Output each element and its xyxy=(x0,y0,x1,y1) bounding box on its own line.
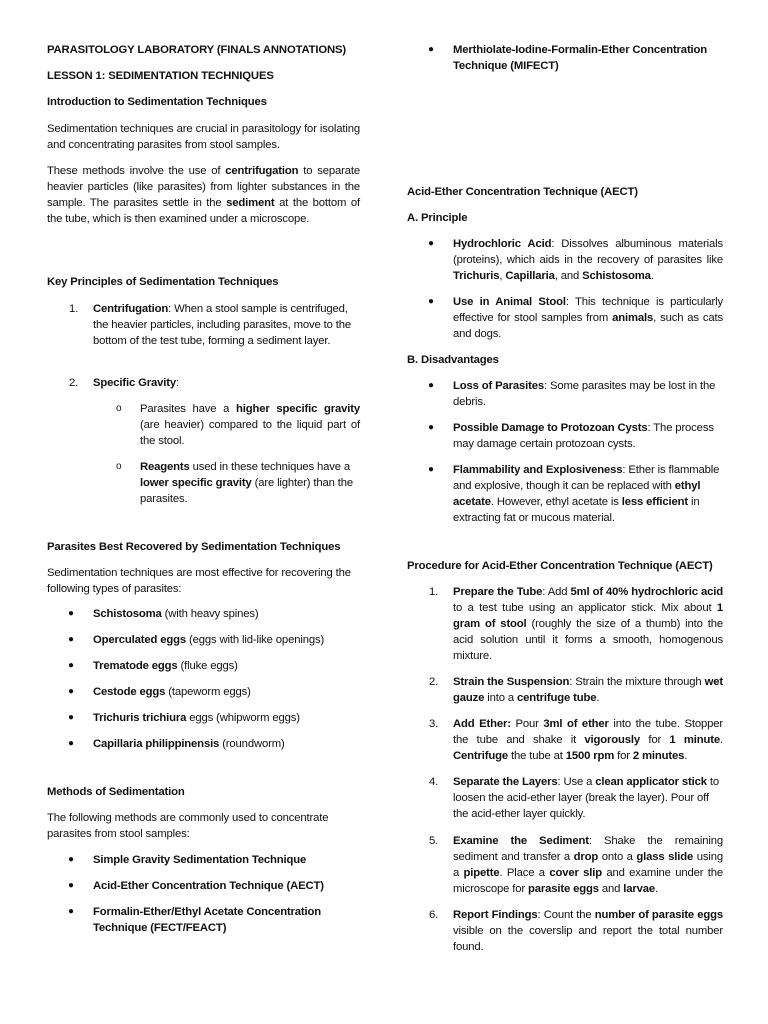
method-list-item xyxy=(47,904,360,936)
item-text: Trematode eggs (fluke eggs) xyxy=(93,660,238,672)
item-text: Cestode eggs (tapeworm eggs) xyxy=(93,686,251,698)
item-text: Capillaria philippinensis (roundworm) xyxy=(93,738,285,750)
bullet-marker: ● xyxy=(68,738,74,749)
bullet-marker: ● xyxy=(428,296,434,307)
sub-bullet-marker: o xyxy=(116,403,122,414)
parasite-list-item xyxy=(47,606,360,622)
intro-heading: Introduction to Sedimentation Techniques xyxy=(47,96,267,108)
item-text: Formalin-Ether/Ethyl Acetate Concentration Technique (FECT/FEACT) xyxy=(93,906,322,934)
step-number: 2. xyxy=(429,676,439,688)
procedure-step xyxy=(407,716,723,764)
specific-gravity-sub-item xyxy=(47,459,360,507)
methods-intro: The following methods are commonly used to concentrate parasites from stool samples: xyxy=(47,812,329,840)
item-text: Flammability and Explosiveness: Ether is flammable and explosive, though it can be replaced with ethyl acetate. However, ethyl acetate is less efficient in extracting fat or mucous material. xyxy=(453,464,720,524)
bullet-marker: ● xyxy=(68,686,74,697)
parasite-list-item xyxy=(47,736,360,752)
step-number: 5. xyxy=(429,835,439,847)
sub-item-text: Parasites have a higher specific gravity (are heavier) compared to the liquid part of the stool. xyxy=(140,403,360,447)
parasite-list-item xyxy=(47,632,360,648)
step-text: Report Findings: Count the number of parasite eggs visible on the coverslip and report the total number found. xyxy=(453,909,724,953)
sub-bullet-marker: o xyxy=(116,461,122,472)
intro-paragraph-2: These methods involve the use of centrifugation to separate heavier particles (like parasites) from lighter substances in the sample. The parasites settle in the sediment at the bottom of the tube, which is then examined under a microscope. xyxy=(47,165,360,225)
bullet-marker: ● xyxy=(428,44,434,55)
step-text: Strain the Suspension: Strain the mixture through wet gauze into a centrifuge tube. xyxy=(453,676,723,704)
bullet-marker: ● xyxy=(68,634,74,645)
item-text: Centrifugation: When a stool sample is centrifuged, the heavier particles, including parasites, move to the bottom of the test tube, forming a sediment layer. xyxy=(93,303,351,347)
item-text: Acid-Ether Concentration Technique (AECT) xyxy=(93,880,324,892)
disadvantages-heading: B. Disadvantages xyxy=(407,354,499,366)
item-text: Merthiolate-Iodine-Formalin-Ether Concentration Technique (MIFECT) xyxy=(453,44,708,72)
recovered-heading: Parasites Best Recovered by Sedimentation Techniques xyxy=(47,541,341,553)
procedure-step xyxy=(407,907,723,955)
step-number: 3. xyxy=(429,718,439,730)
procedure-step xyxy=(407,833,723,897)
procedure-step xyxy=(407,674,723,706)
principle-heading: A. Principle xyxy=(407,212,468,224)
aect-heading: Acid-Ether Concentration Technique (AECT) xyxy=(407,186,638,198)
item-text: Specific Gravity: xyxy=(93,377,179,389)
bullet-marker: ● xyxy=(68,854,74,865)
step-number: 6. xyxy=(429,909,439,921)
parasite-list-item xyxy=(47,710,360,726)
step-text: Add Ether: Pour 3ml of ether into the tube. Stopper the tube and shake it vigorously for 1 minute. Centrifuge the tube at 1500 rpm for 2 minutes. xyxy=(453,718,723,762)
bullet-marker: ● xyxy=(68,712,74,723)
key-principle-item xyxy=(47,301,360,365)
key-principles-heading: Key Principles of Sedimentation Techniques xyxy=(47,276,279,288)
step-number: 1. xyxy=(429,586,439,598)
item-text: Schistosoma (with heavy spines) xyxy=(93,608,259,620)
bullet-marker: ● xyxy=(68,660,74,671)
principle-list-item xyxy=(407,236,723,284)
step-text: Separate the Layers: Use a clean applicator stick to loosen the acid-ether layer (break the layer). Pour off the acid-ether layer quickly. xyxy=(453,776,719,820)
bullet-marker: ● xyxy=(428,238,434,249)
disadvantage-list-item xyxy=(407,462,723,526)
disadvantage-list-item xyxy=(407,420,723,452)
item-number: 2. xyxy=(69,377,79,389)
item-text: Simple Gravity Sedimentation Technique xyxy=(93,854,307,866)
step-number: 4. xyxy=(429,776,439,788)
procedure-step xyxy=(407,774,723,822)
step-text: Examine the Sediment: Shake the remaining sediment and transfer a drop onto a glass slide using a pipette. Place a cover slip and examine under the microscope for parasite eggs and larvae. xyxy=(453,835,723,895)
procedure-step xyxy=(407,584,723,664)
item-text: Possible Damage to Protozoan Cysts: The process may damage certain protozoan cysts. xyxy=(453,422,714,450)
method-list-item xyxy=(407,42,723,74)
methods-heading: Methods of Sedimentation xyxy=(47,786,185,798)
bullet-marker: ● xyxy=(428,422,434,433)
item-number: 1. xyxy=(69,303,79,315)
method-list-item xyxy=(47,878,360,894)
intro-paragraph-1: Sedimentation techniques are crucial in parasitology for isolating and concentrating parasites from stool samples. xyxy=(47,123,360,151)
recovered-intro: Sedimentation techniques are most effective for recovering the following types of parasites: xyxy=(47,567,351,595)
procedure-heading: Procedure for Acid-Ether Concentration Technique (AECT) xyxy=(407,560,713,572)
method-list-item xyxy=(47,852,360,868)
item-text: Hydrochloric Acid: Dissolves albuminous materials (proteins), which aids in the recovery of parasites like Trichuris, Capillaria, and Schistosoma. xyxy=(453,238,723,282)
key-principle-item xyxy=(47,375,360,391)
principle-list-item xyxy=(407,294,723,342)
bullet-marker: ● xyxy=(428,464,434,475)
lesson-title: LESSON 1: SEDIMENTATION TECHNIQUES xyxy=(47,70,274,82)
item-text: Loss of Parasites: Some parasites may be lost in the debris. xyxy=(453,380,716,408)
bullet-marker: ● xyxy=(68,906,74,917)
step-text: Prepare the Tube: Add 5ml of 40% hydrochloric acid to a test tube using an applicator stick. Mix about 1 gram of stool (roughly the size of a thumb) into the acid solution until it forms a smooth, homogenous mixture. xyxy=(453,586,724,662)
bullet-marker: ● xyxy=(428,380,434,391)
sub-item-text: Reagents used in these techniques have a lower specific gravity (are lighter) than the parasites. xyxy=(140,461,354,505)
item-text: Trichuris trichiura eggs (whipworm eggs) xyxy=(93,712,300,724)
item-text: Operculated eggs (eggs with lid-like openings) xyxy=(93,634,325,646)
item-text: Use in Animal Stool: This technique is particularly effective for stool samples from animals, such as cats and dogs. xyxy=(453,296,723,340)
parasite-list-item xyxy=(47,684,360,700)
document-title: PARASITOLOGY LABORATORY (FINALS ANNOTATIONS) xyxy=(47,44,347,56)
bullet-marker: ● xyxy=(68,880,74,891)
parasite-list-item xyxy=(47,658,360,674)
specific-gravity-sub-item xyxy=(47,401,360,449)
disadvantage-list-item xyxy=(407,378,723,410)
bullet-marker: ● xyxy=(68,608,74,619)
